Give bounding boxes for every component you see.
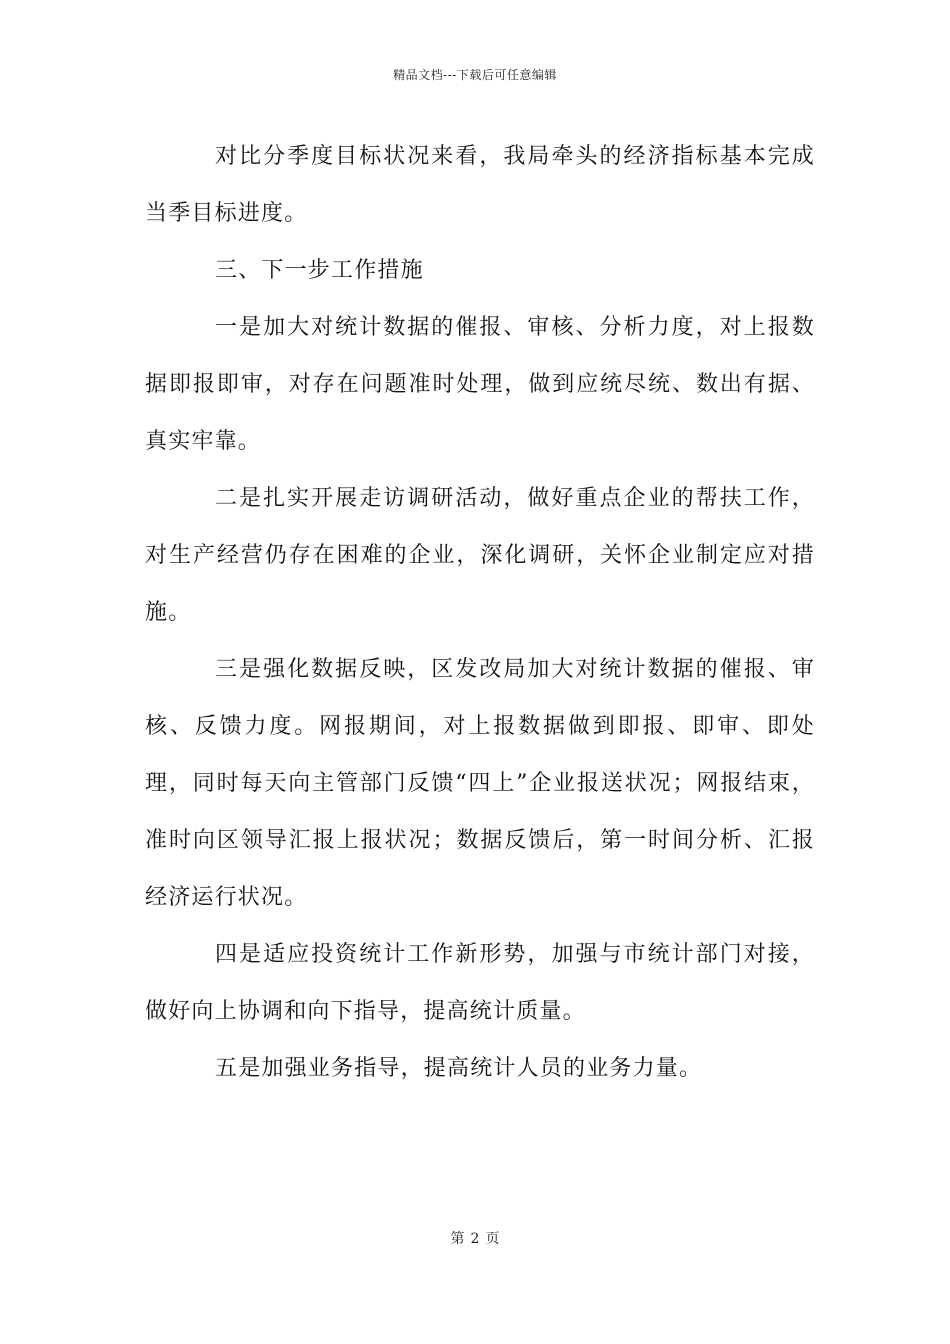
document-body bbox=[145, 128, 815, 1097]
paragraph-measure-two: 二是扎实开展走访调研活动，做好重点企业的帮扶工作，对生产经营仍存在困难的企业，深化调研，关怀企业制定应对措施。 bbox=[145, 486, 815, 625]
footer-prefix: 第 bbox=[450, 1231, 465, 1247]
paragraph-measure-four: 四是适应投资统计工作新形势，加强与市统计部门对接，做好向上协调和向下指导，提高统计质量。 bbox=[145, 942, 815, 1024]
page-footer bbox=[0, 1228, 950, 1248]
footer-suffix: 页 bbox=[485, 1231, 500, 1247]
paragraph-measure-one: 一是加大对统计数据的催报、审核、分析力度，对上报数据即报即审，对存在问题准时处理，做到应统尽统、数出有据、真实牢靠。 bbox=[145, 315, 815, 454]
paragraph-measure-three: 三是强化数据反映，区发改局加大对统计数据的催报、审核、反馈力度。网报期间，对上报数据做到即报、即审、即处理，同时每天向主管部门反馈“四上”企业报送状况；网报结束，准时向区领导汇报上报状况；数据反馈后，第一时间分析、汇报经济运行状况。 bbox=[145, 657, 815, 910]
paragraph-measure-five: 五是加强业务指导，提高统计人员的业务力量。 bbox=[215, 1056, 703, 1081]
section-heading-next-steps: 三、下一步工作措施 bbox=[215, 258, 424, 283]
page-number: 2 bbox=[470, 1231, 480, 1247]
page-header: 精品文档---下载后可任意编辑 bbox=[393, 68, 557, 82]
paragraph-quarterly-comparison: 对比分季度目标状况来看，我局牵头的经济指标基本完成当季目标进度。 bbox=[145, 144, 815, 226]
